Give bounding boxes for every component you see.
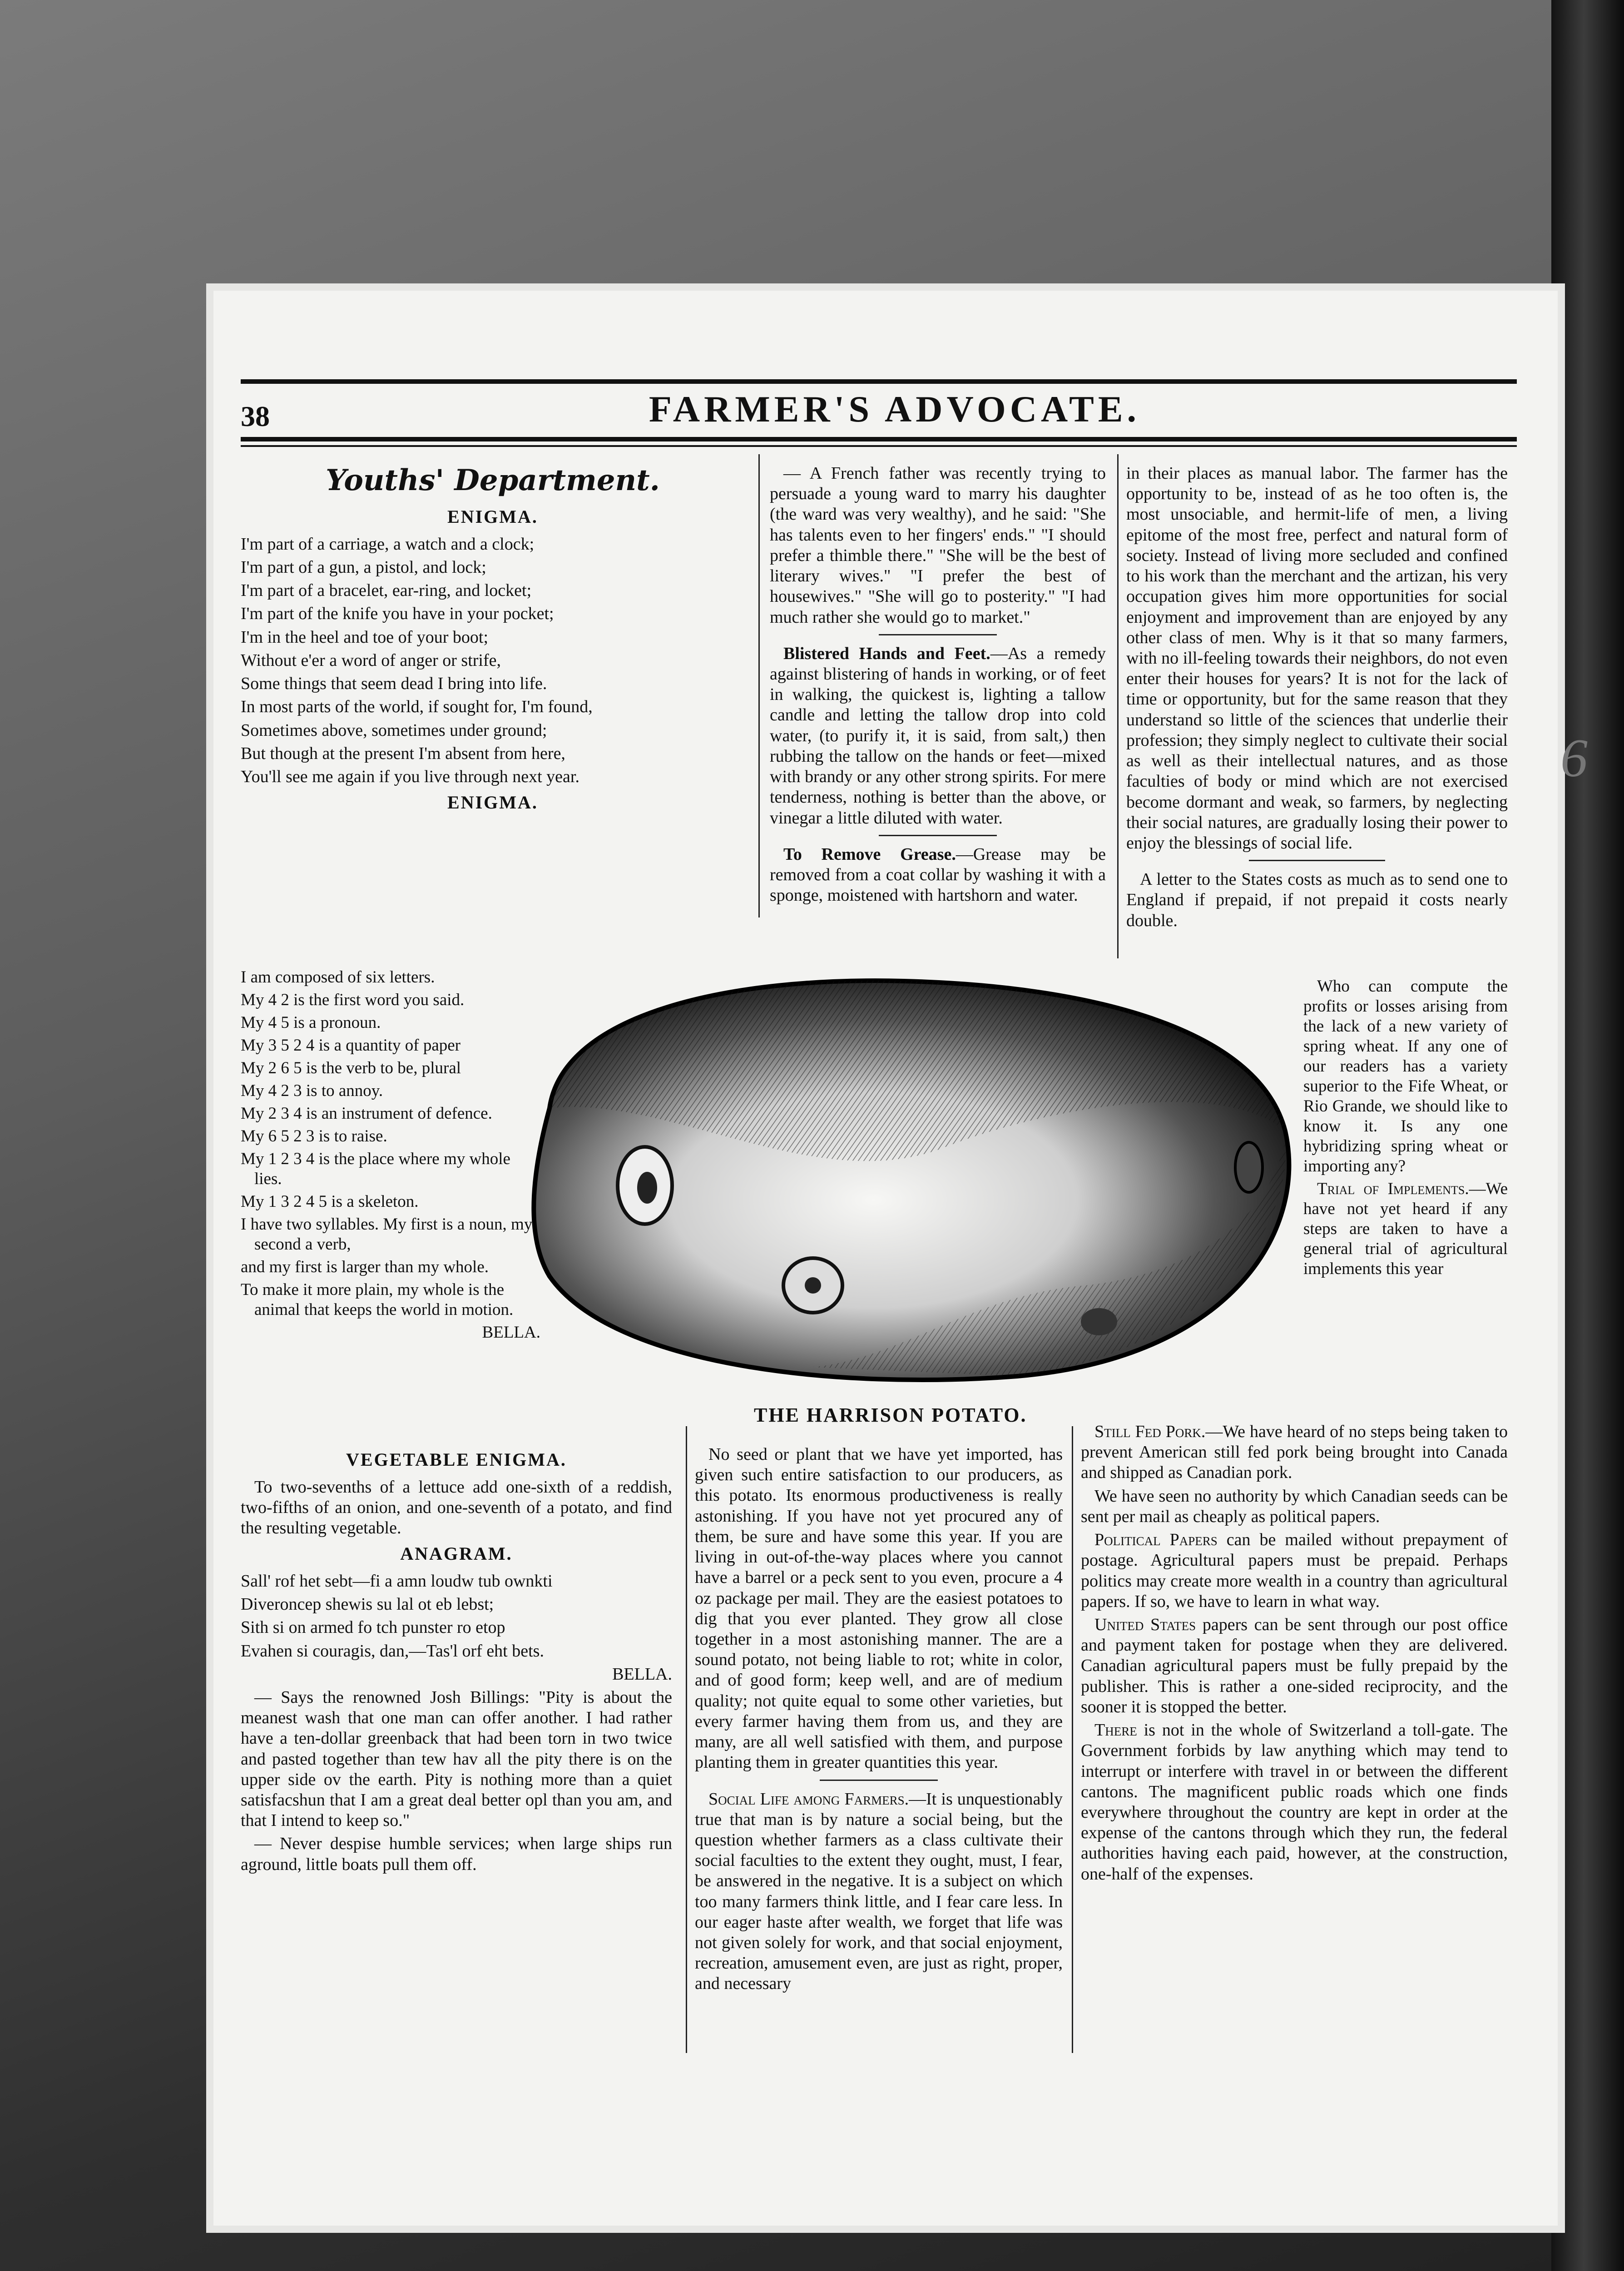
anagram-lines bbox=[241, 1571, 672, 1661]
newspaper-page bbox=[213, 291, 1558, 2226]
verse-line: Without e'er a word of anger or strife, bbox=[241, 650, 501, 670]
right-column-narrow bbox=[1303, 977, 1508, 1282]
masthead-top-rule bbox=[241, 379, 1517, 384]
clue-line: My 3 5 2 4 is a quantity of paper bbox=[241, 1036, 460, 1055]
enigma-heading-2: ENIGMA. bbox=[447, 792, 538, 813]
verse-line: You'll see me again if you live through next year. bbox=[241, 767, 579, 786]
clue-line: I have two syllables. My first is a noun, my second a verb, bbox=[241, 1215, 533, 1254]
trial-heading: Trial of Implements. bbox=[1317, 1180, 1469, 1199]
anagram-line: Sith si on armed fo tch punster ro etop bbox=[241, 1618, 505, 1637]
potato-eye bbox=[1235, 1142, 1263, 1192]
column-divider-4 bbox=[1072, 1426, 1073, 2053]
verse-line: But though at the present I'm absent from here, bbox=[241, 744, 565, 763]
masthead-rule bbox=[241, 437, 1517, 441]
masthead-title: FARMER'S ADVOCATE. bbox=[649, 388, 1141, 430]
switzerland-heading: There bbox=[1094, 1721, 1137, 1740]
blistered-text: —As a remedy against blistering of hands in working, or of feet in walking, the quickest is, lighting a tallow candle and letting the tallow drop into cold water, (to purify it, it is said, from salt,) then rubbing the tallow on the hands or feet—mixed with brandy or any other strong spirits. For mere tenderness, nothing is better than the above, or vinegar a little diluted with water. bbox=[770, 644, 1106, 828]
harrison-potato-text: No seed or plant that we have yet imported, has given such entire satisfaction to our producers, as this potato. Its enormous productiveness is really astonishing. If you have not yet procured any of them, be sure and have some this year. If you are living in out-of-the-way places where you cannot have a barrel or a peck sent to you even, procure a 4 oz package per mail. They are the easiest potatoes to dig that you ever planted. They grow all close together in a most astonishing manner. The are a sound potato, not being liable to rot; white in color, and of good form; keep well, and are of medium quality; not quite equal to some other varieties, but every farmer having them from us, and they are many, are all well satisfied with them, and purpose planting them in greater quantities this year. bbox=[695, 1445, 1063, 1772]
signature: BELLA. bbox=[482, 1323, 540, 1342]
seeds-paragraph: We have seen no authority by which Canadian seeds can be sent per mail as cheaply as political papers. bbox=[1081, 1486, 1508, 1526]
vegetable-enigma-heading: VEGETABLE ENIGMA. bbox=[346, 1449, 567, 1470]
spring-wheat-paragraph: Who can compute the profits or losses arising from the lack of a new variety of spring wheat. If any one of our readers has a variety superior to the Fife Wheat, or Rio Grande, we should like to know it. Is any one hybridizing spring wheat or importing any? bbox=[1303, 977, 1508, 1176]
column-divider-3 bbox=[686, 1426, 687, 2053]
verse-line: I'm in the heel and toe of your boot; bbox=[241, 627, 489, 647]
switzerland-text: is not in the whole of Switzerland a toll-gate. The Government forbids by law anything which may tend to interrupt or interfere with travel in or between the different cantons. The magnificent public roads which one finds everywhere throughout the country are kept in order at the expense of the cantons through which they run, the federal authorities having each paid, however, at the construction, one-half of the expenses. bbox=[1081, 1721, 1508, 1884]
verse-line: I'm part of a carriage, a watch and a clock; bbox=[241, 534, 535, 554]
verse-line: Sometimes above, sometimes under ground; bbox=[241, 720, 547, 740]
anagram-line: Sall' rof het sebt—fi a amn loudw tub ownkti bbox=[241, 1571, 553, 1591]
clue-line: My 4 2 is the first word you said. bbox=[241, 991, 465, 1010]
margin-pencil-mark: 6 bbox=[1560, 728, 1588, 788]
department-heading: Youths' Department. bbox=[326, 463, 660, 497]
clue-line: My 6 5 2 3 is to raise. bbox=[241, 1127, 387, 1146]
clue-line: and my first is larger than my whole. bbox=[241, 1258, 489, 1277]
harrison-potato-illustration bbox=[495, 958, 1303, 1394]
column-divider-1 bbox=[758, 454, 760, 917]
political-papers-text: can be mailed without prepayment of postage. Agricultural papers must be prepaid. Perhaps politics may create more wealth in a country than agricultural papers. If so, we have to learn in what way. bbox=[1081, 1530, 1508, 1611]
social-life-continued: in their places as manual labor. The farmer has the opportunity to be, instead of as he too often is, the most unsociable, and hermit-life of men, a living epitome of the most free, perfect and natural form of society. Instead of living more secluded and confined to his work than the merchant and the artizan, his very occupation gives him more opportunities for social enjoyment and improvement than are enjoyed by any other class of men. Why is it that so many farmers, with no ill-feeling towards their neighbors, do not even enter their houses for years? It is not for the lack of time or opportunity, but for the same reason that they understand so little of the sciences that underlie their profession; they simply neglect to cultivate their social as well as their intellectual natures, and as those faculties of body or mind which are not exercised become dormant and weak, so farmers, by neglecting their social natures, are gradually losing their power to enjoy the blessings of social life. bbox=[1126, 464, 1508, 853]
page-number: 38 bbox=[241, 400, 270, 432]
middle-column-lower bbox=[695, 1444, 1063, 1997]
grease-text: —Grease may be removed from a coat collar by washing it with a sponge, moistened with hartshorn and water. bbox=[770, 844, 1106, 905]
united-states-text: papers can be sent through our post office and payment taken for postage when they are delivered. Canadian agricultural papers must be fully prepaid by the publisher. This is rather a one-sided reciprocity, and the sooner it is stopped the better. bbox=[1081, 1615, 1508, 1716]
grease-heading: To Remove Grease. bbox=[783, 844, 956, 864]
pork-heading: Still Fed Pork. bbox=[1094, 1422, 1206, 1441]
clue-line: My 1 2 3 4 is the place where my whole lies. bbox=[241, 1150, 510, 1189]
clue-line: My 4 2 3 is to annoy. bbox=[241, 1081, 383, 1101]
enigma-verse bbox=[241, 534, 745, 787]
masthead-rule-thin bbox=[241, 445, 1517, 447]
anagram-line: Diveroncep shewis su lal ot eb lebst; bbox=[241, 1595, 494, 1614]
social-life-text: —It is unquestionably true that man is by nature a social being, but the question whether farmers as a class cultivate their social faculties to the extent they ought, must, I fear, be answered in the negative. It is a subject on which too many farmers think little, and I fear care less. In our eager haste after wealth, we forget that life was not given solely for work, and that social enjoyment, recreation, amusement even, are just as right, proper, and necessary bbox=[695, 1789, 1063, 1993]
verse-line: Some things that seem dead I bring into life. bbox=[241, 674, 547, 694]
vegetable-enigma-text: To two-sevenths of a lettuce add one-sixth of a reddish, two-fifths of an onion, and one-seventh of a potato, and find the resulting vegetable. bbox=[241, 1477, 672, 1538]
political-papers-heading: Political Papers bbox=[1094, 1530, 1218, 1550]
letter-postage-paragraph: A letter to the States costs as much as to send one to England if prepaid, if not prepaid it costs nearly double. bbox=[1126, 870, 1508, 930]
verse-line: I'm part of a gun, a pistol, and lock; bbox=[241, 557, 486, 577]
billings-paragraph: — Says the renowned Josh Billings: "Pity is about the meanest wash that one man can offer another. I had rather have a ten-dollar greenback that had been torn in two twice and pasted together than tew hav all the pity there is on the upper side ov the earth. Pity is nothing more than a quiet satisfacshun that I am a great deal better opl than you am, and that I intend to keep so." bbox=[241, 1687, 672, 1830]
blistered-heading: Blistered Hands and Feet. bbox=[783, 644, 990, 663]
anagram-signature: BELLA. bbox=[612, 1664, 672, 1684]
anagram-line: Evahen si couragis, dan,—Tas'l orf eht bets. bbox=[241, 1641, 544, 1661]
potato-caption: THE HARRISON POTATO. bbox=[754, 1404, 1027, 1426]
verse-line: I'm part of a bracelet, ear-ring, and locket; bbox=[241, 581, 532, 600]
united-states-heading: United States bbox=[1094, 1615, 1196, 1634]
french-father-paragraph: — A French father was recently trying to persuade a young ward to marry his daughter (the ward was very wealthy), and he said: "She has talents even to her fingers' ends." "I should prefer a thimble there." "She will be the best of literary wives." "I prefer the best of housewives." "She will go to posterity." "I had much rather she would go to market." bbox=[770, 464, 1106, 627]
left-column-lower bbox=[241, 1444, 672, 1878]
left-column-top bbox=[241, 463, 745, 820]
right-column-top bbox=[1126, 463, 1508, 934]
clue-line: My 4 5 is a pronoun. bbox=[241, 1013, 381, 1032]
clue-line: To make it more plain, my whole is the animal that keeps the world in motion. bbox=[241, 1280, 514, 1319]
clue-line: My 2 6 5 is the verb to be, plural bbox=[241, 1059, 461, 1078]
clue-line: I am composed of six letters. bbox=[241, 968, 435, 987]
clue-line: My 2 3 4 is an instrument of defence. bbox=[241, 1104, 492, 1123]
despise-paragraph: — Never despise humble services; when large ships run aground, little boats pull them off. bbox=[241, 1834, 672, 1874]
social-life-heading: Social Life among Farmers. bbox=[708, 1789, 909, 1809]
clue-line: My 1 3 2 4 5 is a skeleton. bbox=[241, 1192, 419, 1211]
right-column-lower bbox=[1081, 1422, 1508, 1887]
middle-column-top bbox=[770, 463, 1106, 908]
anagram-heading: ANAGRAM. bbox=[400, 1543, 513, 1564]
verse-line: In most parts of the world, if sought for, I'm found, bbox=[241, 697, 593, 717]
trial-text: —We have not yet heard if any steps are taken to have a general trial of agricultural implements this year bbox=[1303, 1180, 1508, 1279]
verse-line: I'm part of the knife you have in your pocket; bbox=[241, 604, 554, 624]
book-spine bbox=[1551, 0, 1624, 2271]
pork-text: —We have heard of no steps being taken to prevent American still fed pork being brought into Canada and shipped as Canadian pork. bbox=[1081, 1422, 1508, 1483]
enigma-heading: ENIGMA. bbox=[447, 506, 538, 527]
column-divider-2 bbox=[1117, 454, 1119, 958]
